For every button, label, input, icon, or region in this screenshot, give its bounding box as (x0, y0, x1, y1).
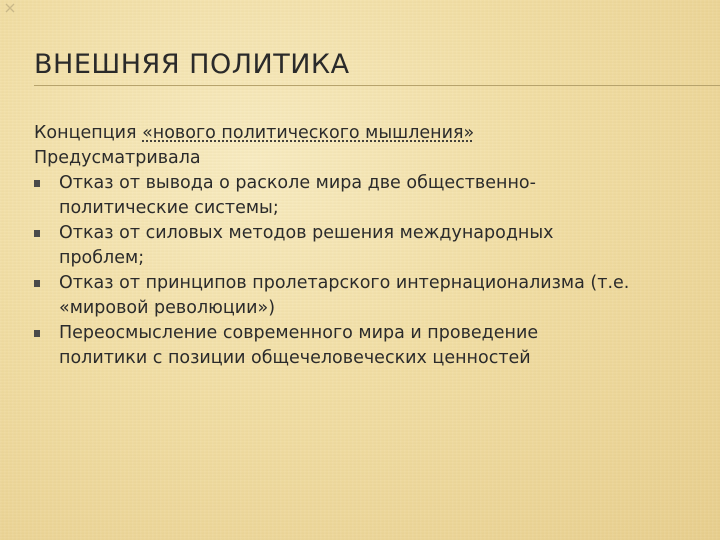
bullet-item (34, 271, 694, 321)
square-bullet-icon (34, 330, 40, 337)
square-bullet-icon (34, 280, 40, 287)
intro-text: Предусматривала (34, 148, 201, 168)
slide-body (34, 121, 694, 371)
title-underline-divider (34, 85, 720, 86)
bullet-list (34, 171, 694, 371)
bullet-item (34, 321, 694, 371)
bullet-item (34, 221, 694, 271)
concept-prefix: Концепция (34, 123, 143, 143)
bullet-text-line: политические системы; (59, 198, 279, 218)
square-bullet-icon (34, 180, 40, 187)
bullet-text-line: политики с позиции общечеловеческих ценностей (59, 348, 531, 368)
square-bullet-icon (34, 230, 40, 237)
concept-name: «нового политического мышления» (142, 123, 475, 143)
concept-line (34, 121, 694, 146)
bullet-text-line: Переосмысление современного мира и проведение (59, 323, 539, 343)
bullet-text-line: «мировой революции») (59, 298, 276, 318)
slide-title: ВНЕШНЯЯ ПОЛИТИКА (34, 49, 350, 80)
cross-mark-icon (4, 2, 16, 14)
bullet-text-line: Отказ от принципов пролетарского интернационализма (т.е. (59, 273, 630, 293)
bullet-text-line: проблем; (59, 248, 145, 268)
bullet-item (34, 171, 694, 221)
bullet-text-line: Отказ от силовых методов решения международных (59, 223, 554, 243)
bullet-text-line: Отказ от вывода о расколе мира две общественно- (59, 173, 536, 193)
